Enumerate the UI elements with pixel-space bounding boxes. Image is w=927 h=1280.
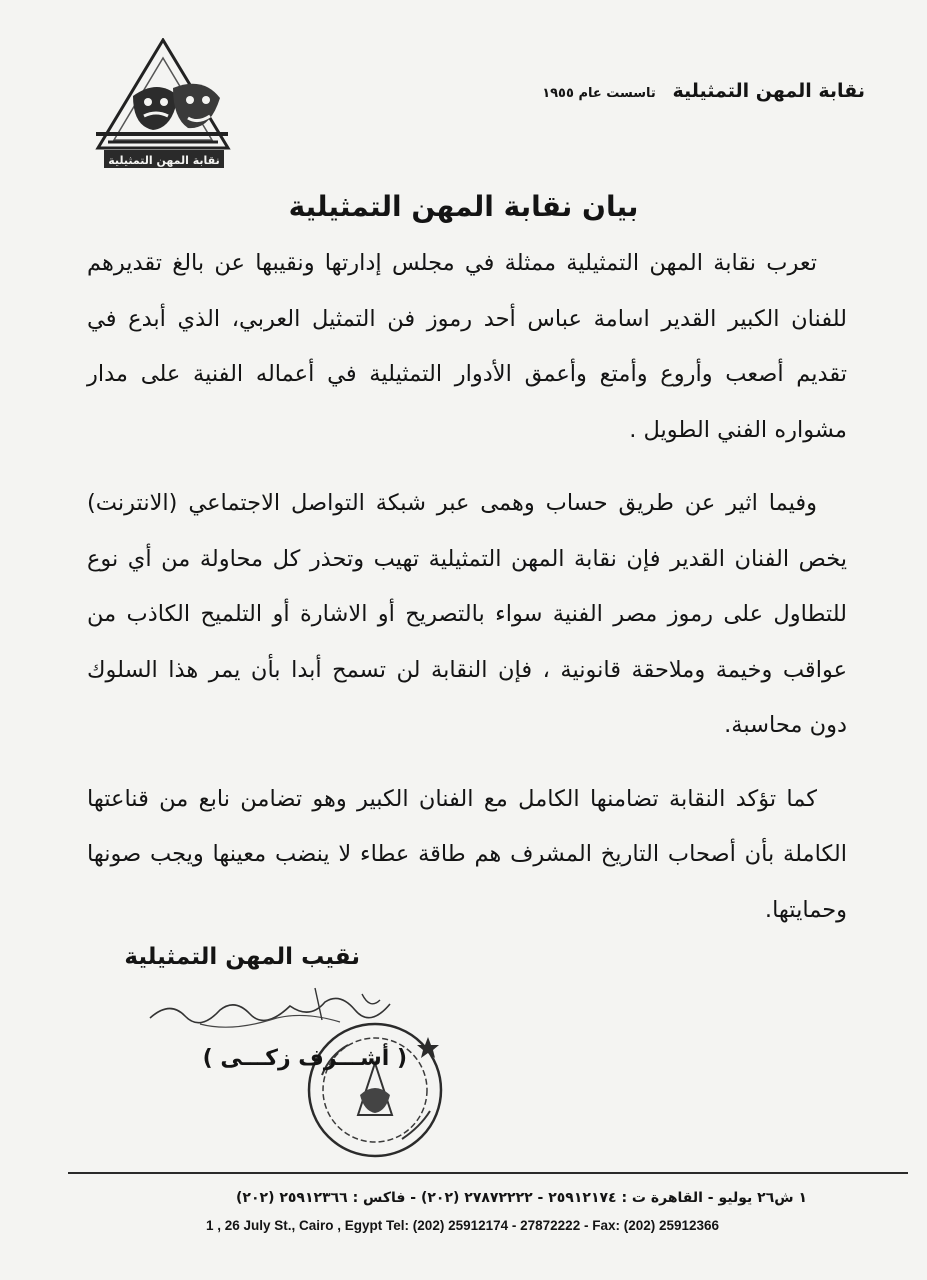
footer-divider [68,1172,908,1174]
signatory-title: نقيب المهن التمثيلية [124,944,360,970]
union-logo [78,38,248,178]
statement-title: بيان نقابة المهن التمثيلية [288,190,639,223]
logo-caption: نقابة المهن التمثيلية [108,154,220,167]
letterhead-header [542,80,865,102]
paragraph-1: تعرب نقابة المهن التمثيلية ممثلة في مجلس إدارتها ونقيبها عن بالغ تقديرهم للفنان الكبير القدير اسامة عباس أحد رموز فن التمثيل العربي، الذي أبدع في تقديم أصعب وأروع وأمتع وأعمق الأدوار التمثيلية في أعماله الفنية على مدار مشواره الفني الطويل . [87,250,847,443]
official-stamp [300,1015,450,1165]
footer-address-english: 1 , 26 July St., Cairo , Egypt Tel: (202) 25912174 - 27872222 - Fax: (202) 25912366 [206,1218,720,1233]
statement-body [87,236,847,938]
founded-text: تاسست عام ١٩٥٥ [542,86,656,101]
paragraph-2: وفيما اثير عن طريق حساب وهمى عبر شبكة التواصل الاجتماعي (الانترنت) يخص الفنان القدير فإن نقابة المهن التمثيلية تهيب وتحذر كل محاولة من أي نوع للتطاول على رموز مصر الفنية سواء بالتصريح أو الاشارة أو التلميح الكاذب من عواقب وخيمة وملاحقة قانونية ، فإن النقابة لن تسمح أبدا بأن يمر هذا السلوك دون محاسبة. [87,490,847,738]
paragraph-3: كما تؤكد النقابة تضامنها الكامل مع الفنان الكبير وهو تضامن نابع من قناعتها الكاملة بأن أصحاب التاريخ المشرف هم طاقة عطاء لا ينضب معينها ويجب صونها وحمايتها. [87,785,847,923]
footer-address-arabic: ١ ش٢٦ يوليو - القاهرة ت : ٢٥٩١٢١٧٤ - ٢٧٨٧٢٢٢٢ (٢٠٢) - فاكس : ٢٥٩١٢٣٦٦ (٢٠٢) [236,1190,807,1206]
org-name: نقابة المهن التمثيلية [672,80,865,102]
signatory-name: ( أشـــرف زكـــى ) [202,1046,407,1071]
